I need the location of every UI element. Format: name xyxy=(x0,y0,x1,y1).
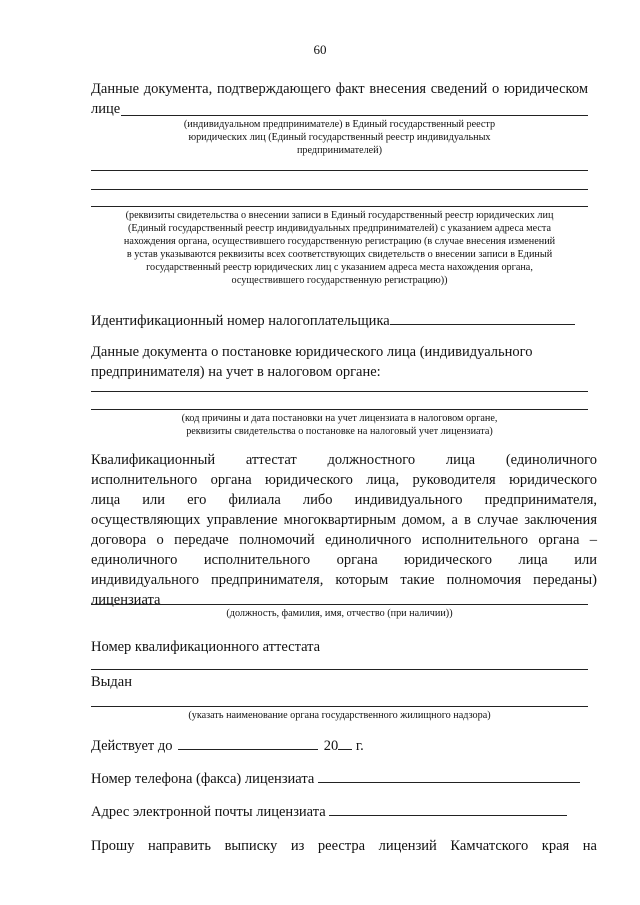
page-number: 60 xyxy=(313,42,327,57)
caption-line: предпринимателей) xyxy=(296,145,383,156)
email-field[interactable] xyxy=(329,801,567,816)
caption-line: государственный реестр юридических лиц с указанием адреса места нахождения органа, xyxy=(146,262,533,273)
certificate-number-label: Номер квалификационного аттестата xyxy=(91,639,321,655)
valid-until-label: Действует до xyxy=(91,738,173,754)
tax-registration-field-1[interactable] xyxy=(91,391,588,392)
caption-line: (реквизиты свидетельства о внесении записи в Единый государственный реестр юридических лиц xyxy=(125,210,554,221)
text-line: индивидуального предпринимателя, которым такие полномочия переданы) xyxy=(91,572,597,588)
caption-line: (Единый государственный реестр индивидуальных предпринимателей) с указанием адреса места xyxy=(128,223,551,234)
issued-label: Выдан xyxy=(91,674,132,690)
certificate-details-field-2[interactable] xyxy=(91,189,588,190)
valid-until-date-field[interactable] xyxy=(178,735,318,750)
caption-line: осуществившего государственную регистрацию)) xyxy=(231,275,448,286)
registry-data-field[interactable] xyxy=(121,115,588,116)
certificate-details-field-3[interactable] xyxy=(91,206,588,207)
issued-by-caption: (указать наименование органа государственного жилищного надзора) xyxy=(188,710,491,721)
certificate-details-field-1[interactable] xyxy=(91,170,588,171)
qualification-certificate-paragraph xyxy=(91,450,597,610)
certificate-number-field[interactable] xyxy=(91,669,588,670)
inn-field[interactable] xyxy=(390,310,575,325)
phone-label: Номер телефона (факса) лицензиата xyxy=(91,771,315,787)
text-line: договора о передаче полномочий единоличного исполнительного органа – xyxy=(91,532,597,548)
valid-until-year-prefix: 20 xyxy=(323,738,339,754)
valid-until-row xyxy=(91,735,364,756)
inn-label: Идентификационный номер налогоплательщика xyxy=(91,313,390,329)
official-name-field[interactable] xyxy=(91,604,588,605)
tax-registration-field-2[interactable] xyxy=(91,409,588,410)
tax-registration-caption xyxy=(91,412,588,438)
text-line: осуществляющих управление многоквартирным домом, а в случае заключения xyxy=(91,512,597,528)
tax-registration-heading xyxy=(91,342,588,382)
text-line: Квалификационный аттестат должностного лица (единоличного xyxy=(91,452,597,468)
email-row xyxy=(91,801,567,822)
text-line: единоличного исполнительного органа юридического лица или xyxy=(91,552,597,568)
caption-line: в устав указываются реквизиты всех соответствующих свидетельств о внесении записи в Единый xyxy=(126,249,553,260)
caption-line: (индивидуальном предпринимателе) в Единый государственный реестр xyxy=(183,119,496,130)
caption-line: юридических лиц (Единый государственный реестр индивидуальных xyxy=(188,132,491,143)
inn-row xyxy=(91,310,575,331)
valid-until-year-field[interactable] xyxy=(338,735,352,750)
extract-request-line: Прошу направить выписку из реестра лицензий Камчатского края на xyxy=(91,838,597,854)
official-name-caption: (должность, фамилия, имя, отчество (при наличии)) xyxy=(226,608,453,619)
valid-until-year-suffix: г. xyxy=(355,738,364,754)
phone-row xyxy=(91,768,580,789)
caption-line: нахождения органа, осуществившего государственную регистрацию (в случае внесения изменений xyxy=(123,236,556,247)
registry-data-caption xyxy=(91,118,588,157)
text-line: предпринимателя) на учет в налоговом органе: xyxy=(91,364,381,380)
text-line: Данные документа о постановке юридического лица (индивидуального xyxy=(91,344,533,360)
caption-line: реквизиты свидетельства о постановке на налоговый учет лицензиата) xyxy=(186,426,493,437)
phone-field[interactable] xyxy=(318,768,580,783)
registry-data-label-legal-entity: лице xyxy=(91,101,121,117)
text-line: лица или его филиала либо индивидуального предпринимателя, xyxy=(91,492,597,508)
issued-by-field[interactable] xyxy=(91,706,588,707)
text-line: исполнительного органа юридического лица, руководителя юридического xyxy=(91,472,597,488)
email-label: Адрес электронной почты лицензиата xyxy=(91,804,326,820)
text-line: лицензиата xyxy=(91,592,161,608)
registry-data-heading: Данные документа, подтверждающего факт внесения сведений о юридическом xyxy=(91,81,588,97)
caption-line: (код причины и дата постановки на учет лицензиата в налоговом органе, xyxy=(181,413,498,424)
certificate-details-caption xyxy=(85,209,594,287)
